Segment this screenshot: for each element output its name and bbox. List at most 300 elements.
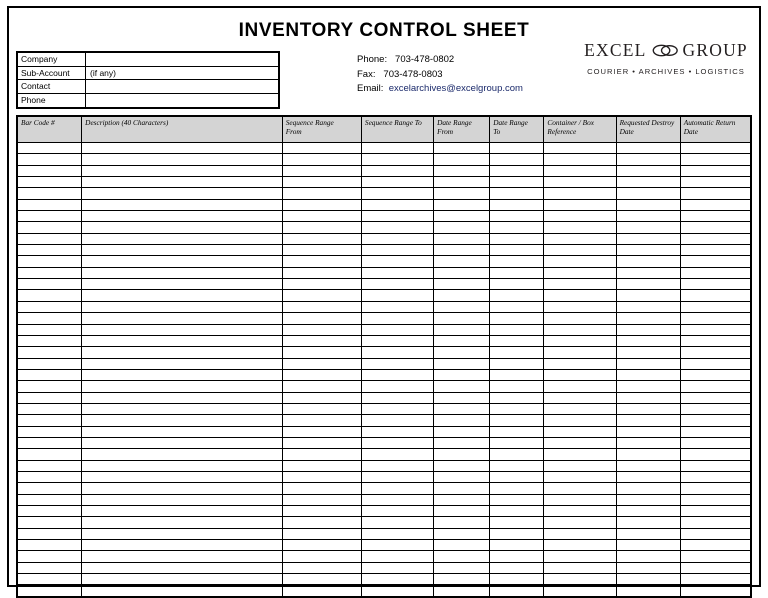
table-cell[interactable] — [361, 392, 433, 403]
table-cell[interactable] — [616, 347, 680, 358]
table-cell[interactable] — [434, 335, 490, 346]
table-cell[interactable] — [82, 222, 283, 233]
table-cell[interactable] — [282, 528, 361, 539]
table-cell[interactable] — [82, 506, 283, 517]
table-cell[interactable] — [680, 381, 750, 392]
table-cell[interactable] — [680, 574, 750, 585]
table-cell[interactable] — [18, 143, 82, 154]
contact-email-value[interactable]: excelarchives@excelgroup.com — [388, 83, 523, 94]
table-cell[interactable] — [490, 471, 544, 482]
form-row-phone[interactable] — [18, 94, 278, 108]
table-cell[interactable] — [616, 267, 680, 278]
table-cell[interactable] — [18, 437, 82, 448]
table-cell[interactable] — [282, 211, 361, 222]
table-cell[interactable] — [282, 165, 361, 176]
table-cell[interactable] — [361, 483, 433, 494]
table-cell[interactable] — [361, 267, 433, 278]
table-cell[interactable] — [616, 301, 680, 312]
table-cell[interactable] — [282, 517, 361, 528]
table-cell[interactable] — [361, 551, 433, 562]
table-cell[interactable] — [361, 369, 433, 380]
table-cell[interactable] — [544, 449, 616, 460]
table-cell[interactable] — [616, 335, 680, 346]
table-cell[interactable] — [82, 290, 283, 301]
table-cell[interactable] — [544, 517, 616, 528]
table-cell[interactable] — [361, 562, 433, 573]
table-cell[interactable] — [544, 540, 616, 551]
table-cell[interactable] — [82, 347, 283, 358]
table-cell[interactable] — [434, 177, 490, 188]
table-cell[interactable] — [361, 471, 433, 482]
table-cell[interactable] — [82, 426, 283, 437]
table-cell[interactable] — [616, 392, 680, 403]
table-cell[interactable] — [361, 301, 433, 312]
table-cell[interactable] — [490, 279, 544, 290]
table-cell[interactable] — [544, 562, 616, 573]
table-cell[interactable] — [490, 358, 544, 369]
table-cell[interactable] — [544, 301, 616, 312]
table-cell[interactable] — [82, 460, 283, 471]
table-cell[interactable] — [490, 449, 544, 460]
table-cell[interactable] — [616, 528, 680, 539]
table-cell[interactable] — [616, 381, 680, 392]
table-cell[interactable] — [434, 392, 490, 403]
phone-field[interactable] — [86, 94, 278, 108]
table-cell[interactable] — [616, 415, 680, 426]
table-cell[interactable] — [544, 290, 616, 301]
table-cell[interactable] — [282, 483, 361, 494]
table-cell[interactable] — [282, 426, 361, 437]
table-cell[interactable] — [490, 551, 544, 562]
table-cell[interactable] — [18, 222, 82, 233]
table-cell[interactable] — [616, 460, 680, 471]
table-cell[interactable] — [434, 437, 490, 448]
table-cell[interactable] — [616, 403, 680, 414]
table-cell[interactable] — [361, 188, 433, 199]
table-cell[interactable] — [544, 233, 616, 244]
table-cell[interactable] — [680, 358, 750, 369]
table-cell[interactable] — [544, 551, 616, 562]
table-cell[interactable] — [616, 358, 680, 369]
table-cell[interactable] — [490, 415, 544, 426]
table-cell[interactable] — [680, 290, 750, 301]
table-cell[interactable] — [434, 358, 490, 369]
table-cell[interactable] — [18, 335, 82, 346]
table-cell[interactable] — [18, 369, 82, 380]
table-cell[interactable] — [616, 551, 680, 562]
table-cell[interactable] — [616, 199, 680, 210]
table-cell[interactable] — [434, 403, 490, 414]
table-cell[interactable] — [282, 494, 361, 505]
table-cell[interactable] — [282, 335, 361, 346]
table-cell[interactable] — [18, 415, 82, 426]
table-cell[interactable] — [82, 188, 283, 199]
table-cell[interactable] — [282, 256, 361, 267]
table-cell[interactable] — [490, 177, 544, 188]
table-cell[interactable] — [680, 528, 750, 539]
table-cell[interactable] — [282, 506, 361, 517]
table-cell[interactable] — [616, 290, 680, 301]
table-cell[interactable] — [282, 437, 361, 448]
table-cell[interactable] — [434, 313, 490, 324]
table-cell[interactable] — [282, 358, 361, 369]
table-cell[interactable] — [434, 267, 490, 278]
table-cell[interactable] — [361, 211, 433, 222]
table-cell[interactable] — [616, 437, 680, 448]
table-cell[interactable] — [490, 540, 544, 551]
table-cell[interactable] — [282, 188, 361, 199]
table-cell[interactable] — [544, 381, 616, 392]
table-cell[interactable] — [680, 471, 750, 482]
table-cell[interactable] — [616, 426, 680, 437]
table-cell[interactable] — [490, 460, 544, 471]
table-cell[interactable] — [18, 517, 82, 528]
table-cell[interactable] — [361, 233, 433, 244]
table-cell[interactable] — [18, 460, 82, 471]
table-cell[interactable] — [680, 483, 750, 494]
table-cell[interactable] — [544, 437, 616, 448]
table-cell[interactable] — [82, 279, 283, 290]
table-cell[interactable] — [490, 494, 544, 505]
table-cell[interactable] — [490, 267, 544, 278]
table-cell[interactable] — [680, 211, 750, 222]
table-cell[interactable] — [490, 562, 544, 573]
table-cell[interactable] — [361, 324, 433, 335]
table-cell[interactable] — [680, 403, 750, 414]
table-cell[interactable] — [18, 245, 82, 256]
table-cell[interactable] — [490, 426, 544, 437]
table-cell[interactable] — [18, 267, 82, 278]
table-cell[interactable] — [361, 494, 433, 505]
table-cell[interactable] — [680, 188, 750, 199]
table-cell[interactable] — [680, 426, 750, 437]
table-cell[interactable] — [490, 324, 544, 335]
table-cell[interactable] — [434, 324, 490, 335]
table-cell[interactable] — [282, 392, 361, 403]
table-cell[interactable] — [680, 449, 750, 460]
table-cell[interactable] — [544, 177, 616, 188]
table-cell[interactable] — [361, 437, 433, 448]
table-cell[interactable] — [434, 540, 490, 551]
table-cell[interactable] — [544, 324, 616, 335]
table-cell[interactable] — [680, 313, 750, 324]
table-cell[interactable] — [82, 245, 283, 256]
table-cell[interactable] — [490, 335, 544, 346]
table-cell[interactable] — [361, 245, 433, 256]
table-cell[interactable] — [282, 403, 361, 414]
table-cell[interactable] — [544, 358, 616, 369]
table-cell[interactable] — [544, 460, 616, 471]
table-cell[interactable] — [544, 267, 616, 278]
table-cell[interactable] — [18, 313, 82, 324]
table-cell[interactable] — [434, 528, 490, 539]
table-cell[interactable] — [490, 392, 544, 403]
table-cell[interactable] — [82, 177, 283, 188]
table-cell[interactable] — [82, 335, 283, 346]
table-cell[interactable] — [680, 222, 750, 233]
table-cell[interactable] — [282, 143, 361, 154]
table-cell[interactable] — [361, 574, 433, 585]
table-cell[interactable] — [361, 460, 433, 471]
table-cell[interactable] — [282, 574, 361, 585]
table-cell[interactable] — [544, 403, 616, 414]
table-cell[interactable] — [616, 279, 680, 290]
table-cell[interactable] — [490, 506, 544, 517]
table-cell[interactable] — [361, 403, 433, 414]
table-cell[interactable] — [18, 301, 82, 312]
table-cell[interactable] — [680, 324, 750, 335]
table-cell[interactable] — [361, 426, 433, 437]
table-cell[interactable] — [434, 290, 490, 301]
table-cell[interactable] — [616, 188, 680, 199]
table-cell[interactable] — [18, 528, 82, 539]
table-cell[interactable] — [282, 222, 361, 233]
table-cell[interactable] — [82, 471, 283, 482]
table-cell[interactable] — [18, 154, 82, 165]
table-cell[interactable] — [361, 290, 433, 301]
table-cell[interactable] — [361, 347, 433, 358]
table-cell[interactable] — [18, 347, 82, 358]
table-cell[interactable] — [282, 324, 361, 335]
table-cell[interactable] — [434, 471, 490, 482]
table-cell[interactable] — [544, 392, 616, 403]
table-cell[interactable] — [680, 177, 750, 188]
table-cell[interactable] — [361, 177, 433, 188]
table-cell[interactable] — [282, 540, 361, 551]
table-cell[interactable] — [82, 392, 283, 403]
table-cell[interactable] — [490, 211, 544, 222]
table-cell[interactable] — [544, 369, 616, 380]
table-cell[interactable] — [490, 233, 544, 244]
table-cell[interactable] — [680, 415, 750, 426]
table-cell[interactable] — [18, 199, 82, 210]
table-cell[interactable] — [82, 540, 283, 551]
table-cell[interactable] — [544, 347, 616, 358]
table-cell[interactable] — [361, 279, 433, 290]
table-cell[interactable] — [361, 540, 433, 551]
table-cell[interactable] — [544, 528, 616, 539]
table-cell[interactable] — [282, 233, 361, 244]
table-cell[interactable] — [490, 290, 544, 301]
table-cell[interactable] — [434, 574, 490, 585]
table-cell[interactable] — [544, 335, 616, 346]
table-cell[interactable] — [82, 574, 283, 585]
table-cell[interactable] — [680, 199, 750, 210]
table-cell[interactable] — [544, 574, 616, 585]
table-cell[interactable] — [490, 483, 544, 494]
table-cell[interactable] — [361, 517, 433, 528]
table-cell[interactable] — [434, 301, 490, 312]
table-cell[interactable] — [282, 449, 361, 460]
table-cell[interactable] — [616, 585, 680, 596]
table-cell[interactable] — [434, 222, 490, 233]
table-cell[interactable] — [82, 415, 283, 426]
table-cell[interactable] — [616, 313, 680, 324]
contact-field[interactable] — [86, 80, 278, 93]
table-cell[interactable] — [18, 290, 82, 301]
table-cell[interactable] — [434, 517, 490, 528]
table-cell[interactable] — [544, 256, 616, 267]
table-cell[interactable] — [680, 279, 750, 290]
table-cell[interactable] — [544, 211, 616, 222]
table-cell[interactable] — [680, 267, 750, 278]
table-cell[interactable] — [361, 313, 433, 324]
table-cell[interactable] — [282, 301, 361, 312]
table-cell[interactable] — [680, 585, 750, 596]
table-cell[interactable] — [282, 199, 361, 210]
table-cell[interactable] — [82, 381, 283, 392]
table-cell[interactable] — [18, 188, 82, 199]
table-cell[interactable] — [282, 154, 361, 165]
table-cell[interactable] — [434, 233, 490, 244]
table-cell[interactable] — [434, 585, 490, 596]
table-cell[interactable] — [490, 143, 544, 154]
table-cell[interactable] — [18, 540, 82, 551]
table-cell[interactable] — [616, 494, 680, 505]
table-cell[interactable] — [434, 245, 490, 256]
table-cell[interactable] — [490, 585, 544, 596]
table-cell[interactable] — [82, 483, 283, 494]
table-cell[interactable] — [544, 585, 616, 596]
table-cell[interactable] — [544, 494, 616, 505]
table-cell[interactable] — [434, 415, 490, 426]
table-cell[interactable] — [18, 358, 82, 369]
table-cell[interactable] — [434, 143, 490, 154]
table-cell[interactable] — [82, 551, 283, 562]
table-cell[interactable] — [82, 517, 283, 528]
table-cell[interactable] — [282, 245, 361, 256]
table-cell[interactable] — [82, 585, 283, 596]
table-cell[interactable] — [544, 483, 616, 494]
table-cell[interactable] — [434, 256, 490, 267]
table-cell[interactable] — [282, 460, 361, 471]
table-cell[interactable] — [490, 381, 544, 392]
table-cell[interactable] — [434, 199, 490, 210]
table-cell[interactable] — [616, 165, 680, 176]
table-cell[interactable] — [544, 471, 616, 482]
table-cell[interactable] — [18, 403, 82, 414]
table-cell[interactable] — [490, 369, 544, 380]
table-cell[interactable] — [490, 165, 544, 176]
form-row-contact[interactable] — [18, 80, 278, 94]
table-cell[interactable] — [361, 506, 433, 517]
table-cell[interactable] — [490, 188, 544, 199]
table-cell[interactable] — [680, 143, 750, 154]
table-cell[interactable] — [282, 369, 361, 380]
table-cell[interactable] — [544, 506, 616, 517]
table-cell[interactable] — [18, 279, 82, 290]
table-cell[interactable] — [490, 528, 544, 539]
table-cell[interactable] — [544, 188, 616, 199]
table-cell[interactable] — [82, 233, 283, 244]
table-cell[interactable] — [361, 528, 433, 539]
table-cell[interactable] — [616, 517, 680, 528]
table-cell[interactable] — [361, 381, 433, 392]
table-cell[interactable] — [616, 506, 680, 517]
table-cell[interactable] — [434, 506, 490, 517]
table-cell[interactable] — [282, 347, 361, 358]
table-cell[interactable] — [18, 494, 82, 505]
table-cell[interactable] — [82, 199, 283, 210]
table-cell[interactable] — [616, 369, 680, 380]
table-cell[interactable] — [434, 460, 490, 471]
table-cell[interactable] — [680, 540, 750, 551]
table-cell[interactable] — [361, 199, 433, 210]
table-cell[interactable] — [616, 143, 680, 154]
table-cell[interactable] — [82, 449, 283, 460]
table-cell[interactable] — [82, 211, 283, 222]
table-cell[interactable] — [82, 562, 283, 573]
table-cell[interactable] — [434, 165, 490, 176]
table-cell[interactable] — [544, 279, 616, 290]
table-cell[interactable] — [82, 324, 283, 335]
table-cell[interactable] — [18, 574, 82, 585]
table-cell[interactable] — [18, 426, 82, 437]
table-cell[interactable] — [680, 165, 750, 176]
table-cell[interactable] — [82, 256, 283, 267]
table-cell[interactable] — [680, 437, 750, 448]
table-cell[interactable] — [544, 313, 616, 324]
table-cell[interactable] — [616, 324, 680, 335]
table-cell[interactable] — [490, 313, 544, 324]
table-cell[interactable] — [616, 154, 680, 165]
table-cell[interactable] — [434, 369, 490, 380]
table-cell[interactable] — [434, 449, 490, 460]
table-cell[interactable] — [361, 165, 433, 176]
table-cell[interactable] — [490, 403, 544, 414]
table-cell[interactable] — [82, 528, 283, 539]
table-cell[interactable] — [282, 585, 361, 596]
table-cell[interactable] — [82, 301, 283, 312]
table-cell[interactable] — [434, 562, 490, 573]
table-cell[interactable] — [680, 335, 750, 346]
table-cell[interactable] — [282, 551, 361, 562]
table-cell[interactable] — [361, 585, 433, 596]
table-cell[interactable] — [282, 279, 361, 290]
table-cell[interactable] — [544, 426, 616, 437]
table-cell[interactable] — [680, 245, 750, 256]
table-cell[interactable] — [490, 301, 544, 312]
company-field[interactable] — [86, 53, 278, 66]
table-cell[interactable] — [616, 233, 680, 244]
table-cell[interactable] — [282, 313, 361, 324]
table-cell[interactable] — [680, 301, 750, 312]
table-cell[interactable] — [18, 211, 82, 222]
table-cell[interactable] — [18, 471, 82, 482]
table-cell[interactable] — [616, 222, 680, 233]
table-cell[interactable] — [18, 585, 82, 596]
table-cell[interactable] — [490, 347, 544, 358]
table-cell[interactable] — [490, 154, 544, 165]
sub-account-field[interactable]: (if any) — [90, 67, 116, 78]
table-cell[interactable] — [616, 574, 680, 585]
table-cell[interactable] — [680, 551, 750, 562]
table-cell[interactable] — [544, 245, 616, 256]
table-cell[interactable] — [616, 540, 680, 551]
table-cell[interactable] — [680, 369, 750, 380]
table-cell[interactable] — [18, 483, 82, 494]
table-cell[interactable] — [434, 381, 490, 392]
table-cell[interactable] — [361, 154, 433, 165]
table-cell[interactable] — [82, 165, 283, 176]
table-cell[interactable] — [680, 562, 750, 573]
table-cell[interactable] — [18, 562, 82, 573]
table-cell[interactable] — [434, 211, 490, 222]
table-cell[interactable] — [616, 562, 680, 573]
table-cell[interactable] — [616, 177, 680, 188]
table-cell[interactable] — [490, 245, 544, 256]
table-cell[interactable] — [361, 449, 433, 460]
